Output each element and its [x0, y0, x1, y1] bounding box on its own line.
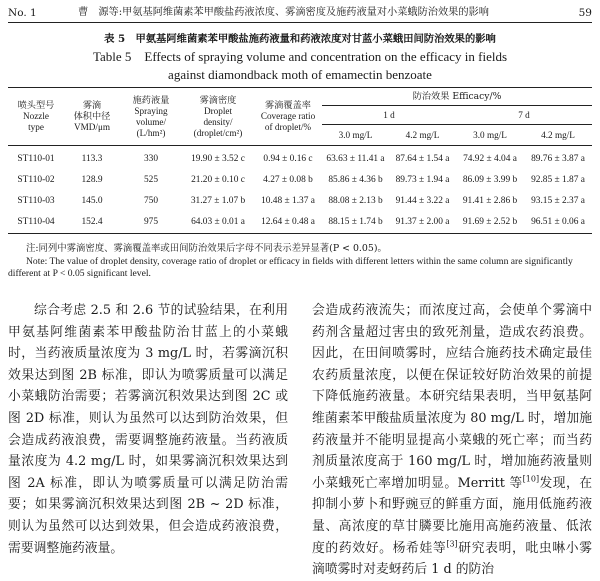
header-volume-en2: volume/ [135, 116, 167, 127]
cell-eff-7d-42: 89.76 ± 3.87 a [531, 154, 585, 164]
cell-density: 19.90 ± 3.52 c [191, 154, 245, 164]
cell-nozzle: ST110-02 [17, 175, 55, 185]
cell-volume: 975 [120, 212, 182, 234]
header-efficacy-group: 防治效果 Efficacy/% [322, 88, 592, 106]
cell-eff-1d-3: 88.08 ± 2.13 b [328, 196, 383, 206]
page-number: 59 [578, 7, 592, 19]
header-density-en2: density/ [203, 116, 233, 127]
cell-vmd: 145.0 [81, 196, 103, 206]
cell-vmd: 113.3 [81, 154, 103, 164]
cell-eff-1d-3: 63.63 ± 11.41 a [326, 154, 385, 164]
cell-volume: 330 [143, 154, 159, 164]
header-volume-cn: 施药液量 [132, 94, 170, 106]
body-text: 研究表明，吡虫啉小雾滴喷雾时对麦蚜药后 1 d 的防治 [312, 540, 593, 578]
cell-eff-7d-42: 93.15 ± 2.37 a [531, 196, 585, 206]
header-coverage-cn: 雾滴覆盖率 [265, 100, 311, 111]
cell-volume: 525 [143, 175, 159, 185]
header-coverage-en2: of droplet/% [264, 122, 312, 132]
table-caption-en [0, 48, 600, 84]
table-caption-en-line1: Table 5 Effects of spraying volume and concentration on the efficacy in fields [92, 49, 508, 64]
header-coverage-en1: Coverage ratio [260, 111, 316, 121]
cell-density: 21.20 ± 0.10 c [191, 175, 245, 185]
results-table [8, 87, 592, 234]
cell-eff-7d-3: 74.92 ± 4.04 a [463, 154, 517, 164]
cell-coverage: 12.64 ± 0.48 a [254, 212, 322, 234]
table-note-cn: 注:同列中雾滴密度、雾滴覆盖率或田间防治效果后字母不同表示差异显著(P < 0.05)。 [26, 243, 387, 254]
header-density-en3: (droplet/cm²) [193, 127, 243, 138]
cell-volume: 750 [143, 196, 159, 206]
header-conc-7d-42: 4.2 mg/L [524, 125, 592, 146]
cell-eff-1d-42: 91.44 ± 3.22 a [395, 196, 450, 206]
cell-vmd: 152.4 [64, 212, 120, 234]
body-column-right [312, 300, 592, 581]
cell-eff-1d-42: 87.64 ± 1.54 a [395, 154, 450, 164]
header-coverage [254, 88, 322, 146]
cell-nozzle: ST110-01 [17, 154, 55, 164]
header-day7: 7 d [456, 106, 592, 125]
header-conc-7d-3: 3.0 mg/L [456, 125, 524, 146]
body-paragraph: 综合考虑 2.5 和 2.6 节的试验结果，在利用甲氨基阿维菌素苯甲酸盐防治甘蓝上的小菜蛾时，当药液质量浓度为 3 mg/L 时，若雾滴沉积效果达到图 2B 标准，即认为喷雾质量可以满足小菜蛾防治需要；若雾滴沉积效果达到图 2C 或图 2D 标准，则认为虽然可以达到防治效果，但会造成药液浪费，需要调整施药液量。当药液质量浓度为 4.2 mg/L 时，如果雾滴沉积效果达到图 2A 标准，即认为喷雾质量可以满足防治需要；如果雾滴沉积效果达到图 2B ~ 2D 标准，则认为虽然可以达到效果，但会造成药液浪费，需要调整施药液量。 [8, 303, 288, 556]
cell-coverage: 0.94 ± 0.16 c [263, 154, 313, 164]
header-volume [120, 88, 182, 146]
cell-eff-7d-42: 96.51 ± 0.06 a [524, 212, 592, 234]
header-conc-1d-3: 3.0 mg/L [322, 125, 389, 146]
cell-eff-7d-3: 91.69 ± 2.52 b [456, 212, 524, 234]
table-caption-cn: 表 5 甲氨基阿维菌素苯甲酸盐施药液量和药液浓度对甘蓝小菜蛾田间防治效果的影响 [104, 33, 496, 45]
citation-ref[interactable]: [3] [446, 539, 458, 549]
cell-eff-1d-3: 88.15 ± 1.74 b [322, 212, 389, 234]
header-vmd-cn1: 雾滴 [82, 100, 102, 111]
header-vmd-en: VMD/μm [73, 122, 111, 132]
cell-nozzle: ST110-03 [17, 196, 55, 206]
header-density [182, 88, 254, 146]
body-text: 会造成药液流失；而浓度过高，会使单个雾滴中药剂含量超过害虫的致死剂量，造成农药浪费。因此，在田间喷雾时，应结合施药技术确定最佳农药质量浓度，以便在保证较好防治效果的前提下降低施药液量。本研究结果表明，当甲氨基阿维菌素苯甲酸盐质量浓度为 80 mg/L 时，增加施药液量并不能明显提高小菜蛾的死亡率；而当药剂质量浓度高于 160 mg/L 时，增加施药液量则小菜蛾死亡率增加明显。Merritt 等 [312, 303, 592, 491]
body-column-left [8, 300, 288, 559]
cell-density: 64.03 ± 0.01 a [182, 212, 254, 234]
cell-density: 31.27 ± 1.07 b [190, 196, 246, 206]
cell-eff-7d-42: 92.85 ± 1.87 a [531, 175, 585, 185]
header-nozzle-cn: 喷头型号 [17, 100, 55, 111]
body-paragraph-continued [312, 300, 592, 581]
table-note-en: Note: The value of droplet density, coverage ratio of droplet or efficacy in fields with different letters within the same column are significantly different at P < 0.05 significant level. [8, 256, 573, 279]
cell-eff-1d-42: 91.37 ± 2.00 a [389, 212, 456, 234]
cell-eff-1d-42: 89.73 ± 1.94 a [395, 175, 450, 185]
table-row [8, 170, 592, 191]
citation-ref[interactable]: [10] [522, 474, 540, 484]
header-vmd [64, 88, 120, 146]
table-row [8, 146, 592, 171]
cell-vmd: 128.9 [81, 175, 103, 185]
table-row [8, 191, 592, 212]
header-density-cn: 雾滴密度 [199, 94, 237, 106]
table-caption-en-line2: against diamondback moth of emamectin benzoate [168, 67, 432, 82]
cell-eff-7d-3: 86.09 ± 3.99 b [462, 175, 518, 185]
header-conc-1d-42: 4.2 mg/L [389, 125, 456, 146]
header-volume-en1: Spraying [134, 105, 168, 116]
table-row [8, 212, 592, 234]
header-nozzle-en2: type [28, 122, 44, 132]
header-nozzle-en1: Nozzle [22, 111, 49, 121]
running-title: 曹 源等:甲氨基阿维菌素苯甲酸盐药液浓度、雾滴密度及施药液量对小菜蛾防治效果的影响 [78, 7, 489, 18]
cell-nozzle: ST110-04 [8, 212, 64, 234]
running-header [8, 4, 592, 23]
header-density-en1: Droplet [203, 105, 233, 116]
cell-eff-1d-3: 85.86 ± 4.36 b [328, 175, 383, 185]
body-text: 发现，在抑制小萝卜和野豌豆的鲜重方面，施用低施药液量、高浓度的草甘膦要比施用高施药液量、低浓度的药效好。杨希娃等 [312, 475, 593, 556]
header-volume-en3: (L/hm²) [136, 127, 166, 138]
cell-coverage: 4.27 ± 0.08 b [263, 175, 313, 185]
cell-eff-7d-3: 91.41 ± 2.86 b [462, 196, 518, 206]
header-day1: 1 d [322, 106, 456, 125]
header-nozzle [8, 88, 64, 146]
header-vmd-cn2: 体积中径 [73, 111, 111, 122]
cell-coverage: 10.48 ± 1.37 a [261, 196, 315, 206]
issue-number: No. 1 [8, 7, 37, 19]
